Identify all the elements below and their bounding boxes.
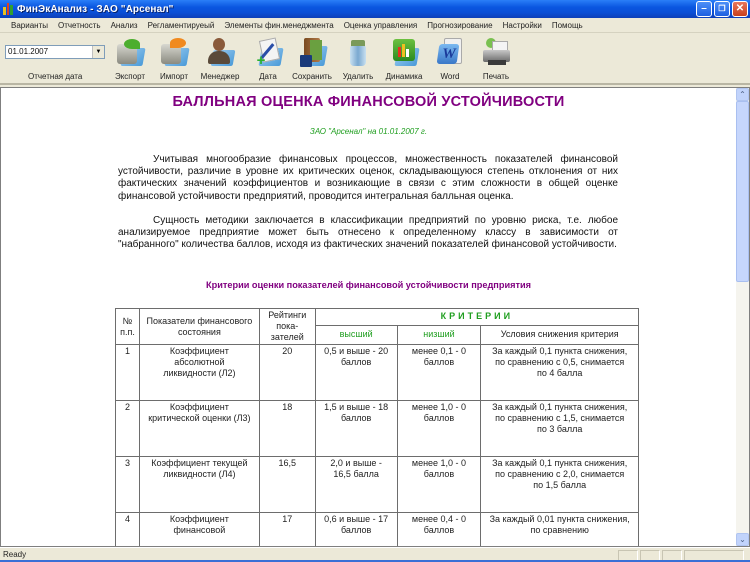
cell-rating: 17 — [259, 513, 315, 548]
menu-reports[interactable]: Отчетность — [57, 20, 101, 30]
menu-regulated[interactable]: Регламентируеый — [147, 20, 215, 30]
export-icon — [114, 36, 146, 68]
header-lowest: низший — [397, 325, 481, 344]
menu-fin-management[interactable]: Элементы фин.менеджмента — [224, 20, 334, 30]
cell-indicator: Коэффициент критической оценки (Л3) — [139, 401, 259, 457]
print-icon — [480, 36, 512, 68]
cell-conditions: За каждый 0,01 пункта снижения, по сравнению — [481, 513, 639, 548]
minimize-icon: – — [701, 3, 707, 14]
restore-icon: ❐ — [718, 4, 726, 13]
report-title: БАЛЛЬНАЯ ОЦЕНКА ФИНАНСОВОЙ УСТОЙЧИВОСТИ — [172, 94, 565, 110]
title-bar[interactable] — [0, 0, 750, 18]
restore-button[interactable] — [714, 1, 730, 17]
cell-num: 4 — [116, 513, 140, 548]
cell-highest: 1,5 и выше - 18 баллов — [315, 401, 397, 457]
menu-settings[interactable]: Настройки — [502, 20, 542, 30]
delete-button[interactable] — [336, 36, 380, 81]
cell-rating: 16,5 — [259, 457, 315, 513]
cell-highest: 2,0 и выше - 16,5 балла — [315, 457, 397, 513]
menu-help[interactable]: Помощь — [551, 20, 583, 30]
cell-num: 1 — [116, 345, 140, 401]
cell-highest: 0,5 и выше - 20 баллов — [315, 345, 397, 401]
cell-num: 2 — [116, 401, 140, 457]
menu-bar — [0, 18, 750, 33]
paragraph-method: Сущность методики заключается в классификации предприятий по уровню риска, т.е. любое анализируемое предприятие может быть отнесено к определенному классу в зависимости от "набранного" количества баллов, исходя из фактических значений показателей финансовой устойчивости. — [118, 215, 618, 251]
scroll-up-button[interactable] — [736, 88, 749, 101]
menu-forecasting[interactable]: Прогнозирование — [427, 20, 493, 30]
cell-conditions: За каждый 0,1 пункта снижения, по сравнению с 2,0, снимается по 1,5 балла — [481, 457, 639, 513]
import-icon — [158, 36, 190, 68]
minimize-button[interactable] — [696, 1, 712, 17]
date-button[interactable] — [246, 36, 290, 81]
header-conditions: Условия снижения критерия — [481, 325, 639, 344]
cell-lowest: менее 0,1 - 0 баллов — [397, 345, 481, 401]
word-button[interactable] — [428, 36, 472, 81]
dynamics-button[interactable] — [382, 36, 426, 81]
manager-label: Менеджер — [200, 72, 240, 81]
export-label: Экспорт — [114, 72, 146, 81]
chevron-down-icon[interactable]: ▼ — [92, 46, 104, 58]
chevron-up-icon: ⌃ — [739, 90, 746, 99]
print-button[interactable] — [474, 36, 518, 81]
report-date-select[interactable] — [5, 45, 105, 59]
import-label: Импорт — [160, 72, 188, 81]
cell-conditions: За каждый 0,1 пункта снижения, по сравнению с 0,5, снимается по 4 балла — [481, 345, 639, 401]
date-icon: + — [252, 36, 284, 68]
app-logo-icon — [3, 3, 13, 15]
word-icon: W — [434, 36, 466, 68]
delete-label: Удалить — [342, 72, 374, 81]
close-icon: ✕ — [735, 3, 745, 14]
table-caption: Критерии оценки показателей финансовой устойчивости предприятия — [205, 280, 531, 290]
cell-rating: 20 — [259, 345, 315, 401]
cell-indicator: Коэффициент финансовой — [139, 513, 259, 548]
date-label-btn: Дата — [259, 72, 277, 81]
dynamics-label: Динамика — [385, 72, 423, 81]
menu-analysis[interactable]: Анализ — [110, 20, 138, 30]
table-row — [116, 457, 639, 513]
dynamics-icon — [388, 36, 420, 68]
cell-lowest: менее 0,4 - 0 баллов — [397, 513, 481, 548]
header-num: № п.п. — [116, 309, 140, 345]
cell-lowest: менее 1,0 - 0 баллов — [397, 401, 481, 457]
header-indicator: Показатели финансового состояния — [139, 309, 259, 345]
cell-num: 3 — [116, 457, 140, 513]
menu-variants[interactable]: Варианты — [11, 20, 48, 30]
close-button[interactable] — [732, 1, 748, 17]
save-icon — [296, 36, 328, 68]
manager-button[interactable] — [198, 36, 242, 81]
word-label: Word — [440, 72, 460, 81]
header-highest: высший — [315, 325, 397, 344]
header-criteria: КРИТЕРИИ — [315, 309, 638, 326]
print-label: Печать — [482, 72, 510, 81]
table-row — [116, 513, 639, 548]
toolbar — [0, 33, 750, 85]
scroll-down-button[interactable] — [736, 533, 749, 546]
status-text: Ready — [3, 550, 27, 559]
report-view — [0, 87, 750, 547]
vertical-scrollbar[interactable] — [736, 88, 749, 546]
report-date-value: 01.01.2007 — [8, 47, 49, 56]
cell-indicator: Коэффициент текущей ликвидности (Л4) — [139, 457, 259, 513]
window-title: ФинЭкАнализ - ЗАО "Арсенал" — [17, 3, 174, 15]
cell-conditions: За каждый 0,1 пункта снижения, по сравнению с 1,5, снимается по 3 балла — [481, 401, 639, 457]
chevron-down-icon: ⌄ — [739, 535, 746, 544]
import-button[interactable] — [152, 36, 196, 81]
cell-lowest: менее 1,0 - 0 баллов — [397, 457, 481, 513]
scroll-thumb[interactable] — [736, 101, 749, 282]
report-date-label: Отчетная дата — [28, 72, 83, 81]
menu-management-assessment[interactable]: Оценка управления — [343, 20, 418, 30]
delete-icon — [342, 36, 374, 68]
paragraph-intro: Учитывая многообразие финансовых процессов, множественность показателей финансовой устойчивости, различие в уровне их критических оценок, складывающуюся степень отклонения от них фактических значений коэффициентов и возникающие в связи с этим сложности в общей оценке финансовой устойчивости предприятий, проводится интегральная балльная оценка. — [118, 154, 618, 202]
table-row — [116, 401, 639, 457]
cell-rating: 18 — [259, 401, 315, 457]
report-subtitle: ЗАО "Арсенал" на 01.01.2007 г. — [309, 127, 428, 136]
export-button[interactable] — [108, 36, 152, 81]
table-row — [116, 345, 639, 401]
header-rating: Рейтинги пока-зателей — [259, 309, 315, 345]
criteria-table — [115, 308, 639, 547]
cell-highest: 0,6 и выше - 17 баллов — [315, 513, 397, 548]
save-button[interactable] — [290, 36, 334, 81]
manager-icon — [204, 36, 236, 68]
cell-indicator: Коэффициент абсолютной ликвидности (Л2) — [139, 345, 259, 401]
save-label: Сохранить — [292, 72, 332, 81]
